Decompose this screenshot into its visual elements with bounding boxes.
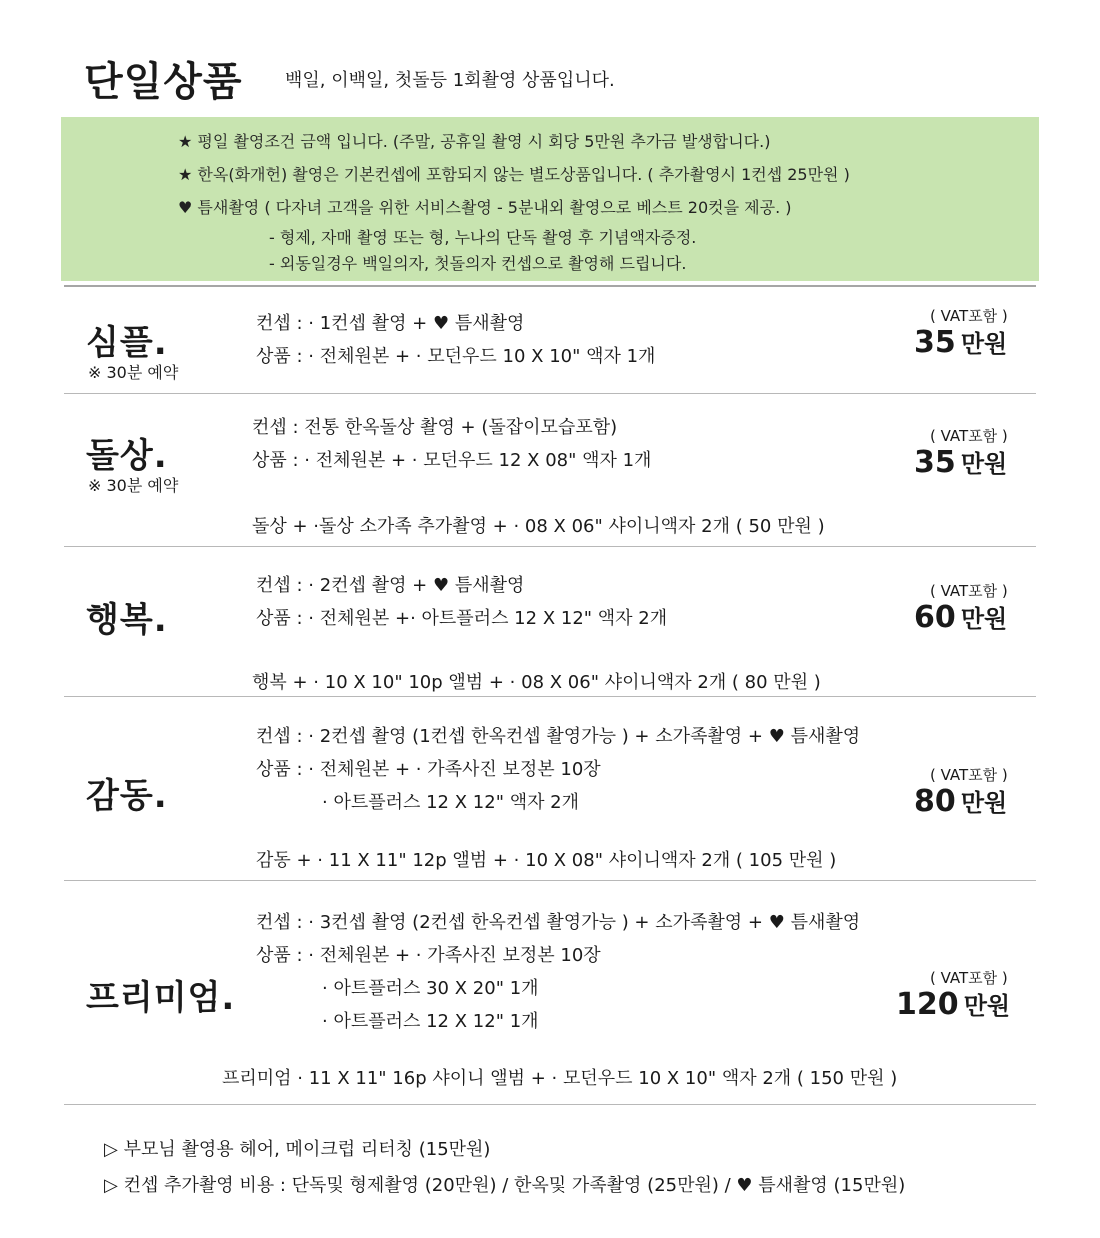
vat-label-premium: ( VAT포함 ) xyxy=(930,969,1008,987)
plus-option-dolsang: 돌상 + ·돌상 소가족 추가촬영 + · 08 X 06" 샤이니액자 2개 ( 50 만원 ) xyxy=(252,516,825,537)
product-name-premium: 프리미엄. xyxy=(86,978,236,1018)
plus-option-touch: 감동 + · 11 X 11" 12p 앨범 + · 10 X 08" 샤이니액자 2개 ( 105 만원 ) xyxy=(256,850,837,871)
price-happy xyxy=(914,599,1007,635)
vat-label-happy: ( VAT포함 ) xyxy=(930,582,1008,600)
concept-simple: 컨셉 : · 1컨셉 촬영 + ♥ 틈새촬영 xyxy=(256,313,525,334)
price-premium xyxy=(896,986,1010,1022)
concept-touch: 컨셉 : · 2컨셉 촬영 (1컨셉 한옥컨셉 촬영가능 ) + 소가족촬영 + ♥ 틈새촬영 xyxy=(256,726,861,747)
price-simple xyxy=(914,324,1007,360)
vat-label-simple: ( VAT포함 ) xyxy=(930,307,1008,325)
goods-premium: 상품 : · 전체원본 + · 가족사진 보정본 10장 xyxy=(256,945,601,966)
goods-simple: 상품 : · 전체원본 + · 모던우드 10 X 10" 액자 1개 xyxy=(256,346,656,367)
divider xyxy=(64,880,1036,881)
product-name-simple: 심플. xyxy=(86,323,168,363)
divider xyxy=(64,285,1036,287)
vat-label-dolsang: ( VAT포함 ) xyxy=(930,427,1008,445)
price-dolsang xyxy=(914,444,1007,480)
goods-premium-frame-small: · 아트플러스 12 X 12" 1개 xyxy=(322,1011,539,1032)
notice-line-teumsae: ♥ 틈새촬영 ( 다자녀 고객을 위한 서비스촬영 - 5분내외 촬영으로 베스트 20컷을 제공. ) xyxy=(178,198,792,217)
concept-happy: 컨셉 : · 2컨셉 촬영 + ♥ 틈새촬영 xyxy=(256,575,525,596)
price-value-touch: 80 xyxy=(914,784,956,819)
goods-dolsang: 상품 : · 전체원본 + · 모던우드 12 X 08" 액자 1개 xyxy=(252,450,652,471)
price-value-premium: 120 xyxy=(896,987,959,1022)
product-name-dolsang: 돌상. xyxy=(86,436,168,476)
product-name-happy: 행복. xyxy=(86,600,168,640)
divider xyxy=(64,1104,1036,1105)
reserve-note-simple: ※ 30분 예약 xyxy=(88,363,179,382)
plus-option-happy: 행복 + · 10 X 10" 10p 앨범 + · 08 X 06" 샤이니액자 2개 ( 80 만원 ) xyxy=(252,672,821,693)
price-value-happy: 60 xyxy=(914,600,956,635)
price-touch xyxy=(914,783,1007,819)
notice-line-only-child: - 외동일경우 백일의자, 첫돌의자 컨셉으로 촬영해 드립니다. xyxy=(269,254,687,273)
price-value-dolsang: 35 xyxy=(914,445,956,480)
notice-line-siblings: - 형제, 자매 촬영 또는 형, 누나의 단독 촬영 후 기념액자증정. xyxy=(269,228,697,247)
footer-line-extra-concept: ▷ 컨셉 추가촬영 비용 : 단독및 형제촬영 (20만원) / 한옥및 가족촬영 (25만원) / ♥ 틈새촬영 (15만원) xyxy=(104,1175,906,1196)
footer-line-parents-hair: ▷ 부모님 촬영용 헤어, 메이크럽 리터칭 (15만원) xyxy=(104,1139,491,1160)
divider xyxy=(64,696,1036,697)
vat-label-touch: ( VAT포함 ) xyxy=(930,766,1008,784)
reserve-note-dolsang: ※ 30분 예약 xyxy=(88,476,179,495)
plus-option-premium: 프리미엄 · 11 X 11" 16p 샤이니 앨범 + · 모던우드 10 X 10" 액자 2개 ( 150 만원 ) xyxy=(222,1068,898,1089)
goods-premium-frame-large: · 아트플러스 30 X 20" 1개 xyxy=(322,978,539,999)
concept-dolsang: 컨셉 : 전통 한옥돌상 촬영 + (돌잡이모습포함) xyxy=(252,417,618,438)
concept-premium: 컨셉 : · 3컨셉 촬영 (2컨셉 한옥컨셉 촬영가능 ) + 소가족촬영 + ♥ 틈새촬영 xyxy=(256,912,861,933)
price-unit-simple: 만원 xyxy=(960,330,1008,358)
divider xyxy=(64,546,1036,547)
price-unit-dolsang: 만원 xyxy=(960,450,1008,478)
product-name-touch: 감동. xyxy=(86,776,168,816)
page-title: 단일상품 xyxy=(84,59,243,105)
price-unit-happy: 만원 xyxy=(960,605,1008,633)
notice-box xyxy=(61,117,1039,281)
goods-touch: 상품 : · 전체원본 + · 가족사진 보정본 10장 xyxy=(256,759,601,780)
notice-line-weekday: ★ 평일 촬영조건 금액 입니다. (주말, 공휴일 촬영 시 회당 5만원 추가금 발생합니다.) xyxy=(178,132,771,151)
price-unit-touch: 만원 xyxy=(960,789,1008,817)
price-unit-premium: 만원 xyxy=(963,992,1011,1020)
goods-happy: 상품 : · 전체원본 +· 아트플러스 12 X 12" 액자 2개 xyxy=(256,608,668,629)
divider xyxy=(64,393,1036,394)
notice-line-hanok: ★ 한옥(화개헌) 촬영은 기본컨셉에 포함되지 않는 별도상품입니다. ( 추가촬영시 1컨셉 25만원 ) xyxy=(178,165,850,184)
price-value-simple: 35 xyxy=(914,325,956,360)
page-subtitle: 백일, 이백일, 첫돌등 1회촬영 상품입니다. xyxy=(285,70,615,91)
goods-touch-frame: · 아트플러스 12 X 12" 액자 2개 xyxy=(322,792,580,813)
